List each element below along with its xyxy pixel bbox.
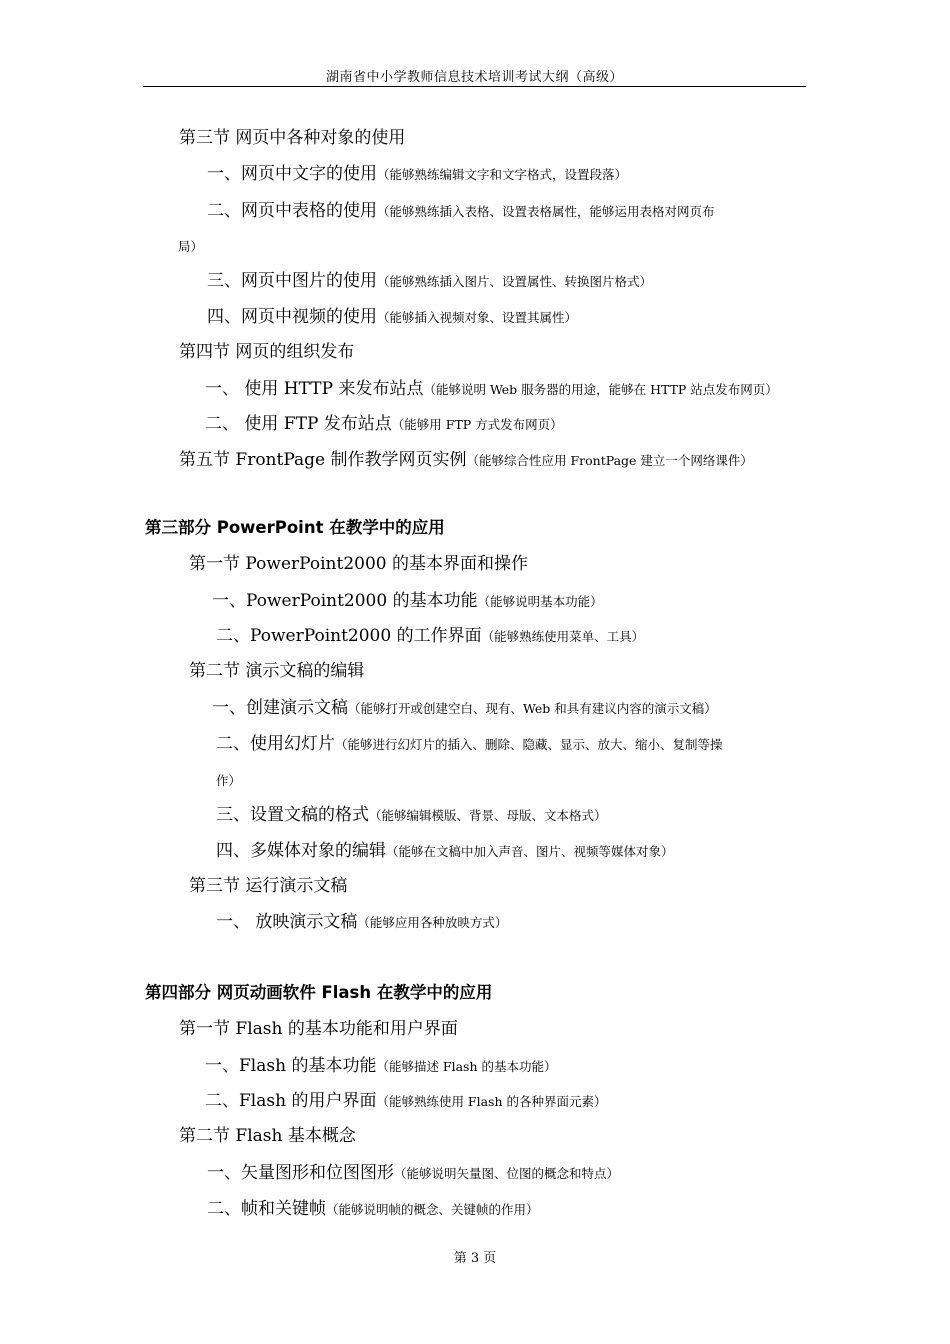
- part-heading: 第四部分 网页动画软件 Flash 在教学中的应用: [145, 983, 493, 1002]
- outline-item: 一、 使用 HTTP 来发布站点（能够说明 Web 服务器的用途，能够在 HTTP 站点发布网页）: [205, 379, 778, 399]
- outline-item: 一、PowerPoint2000 的基本功能（能够说明基本功能）: [212, 591, 603, 611]
- part-heading: 第三部分 PowerPoint 在教学中的应用: [145, 518, 445, 537]
- outline-item-continuation: 局）: [178, 239, 204, 254]
- outline-item: 四、网页中视频的使用（能够插入视频对象、设置其属性）: [207, 307, 578, 327]
- outline-item: 一、 放映演示文稿（能够应用各种放映方式）: [216, 912, 508, 932]
- outline-item: 三、设置文稿的格式（能够编辑模版、背景、母版、文本格式）: [216, 805, 607, 825]
- outline-item: 三、网页中图片的使用（能够熟练插入图片、设置属性、转换图片格式）: [207, 271, 653, 291]
- outline-item: 二、网页中表格的使用（能够熟练插入表格、设置表格属性，能够运用表格对网页布: [207, 201, 715, 221]
- header-rule: [143, 86, 806, 87]
- section-heading: 第三节 网页中各种对象的使用: [179, 128, 406, 148]
- outline-item-continuation: 作）: [216, 773, 242, 788]
- outline-item: 二、帧和关键帧（能够说明帧的概念、关键帧的作用）: [207, 1199, 539, 1219]
- page-header: 湖南省中小学教师信息技术培训考试大纲（高级）: [325, 70, 623, 85]
- outline-item: 二、 使用 FTP 发布站点（能够用 FTP 方式发布网页）: [205, 414, 563, 434]
- section-heading: 第三节 运行演示文稿: [189, 876, 348, 896]
- outline-item: 一、Flash 的基本功能（能够描述 Flash 的基本功能）: [205, 1056, 557, 1076]
- section-heading: 第四节 网页的组织发布: [179, 342, 355, 362]
- section-heading: 第一节 PowerPoint2000 的基本界面和操作: [189, 554, 528, 574]
- outline-item: 二、PowerPoint2000 的工作界面（能够熟练使用菜单、工具）: [216, 626, 645, 646]
- page-number: 第 3 页: [453, 1251, 497, 1266]
- outline-item: 二、使用幻灯片（能够进行幻灯片的插入、删除、隐藏、显示、放大、缩小、复制等操: [216, 734, 723, 754]
- outline-item: 一、网页中文字的使用（能够熟练编辑文字和文字格式，设置段落）: [207, 164, 628, 184]
- outline-item: 二、Flash 的用户界面（能够熟练使用 Flash 的各种界面元素）: [205, 1091, 607, 1111]
- section-heading: 第一节 Flash 的基本功能和用户界面: [179, 1019, 458, 1039]
- section-heading: 第五节 FrontPage 制作教学网页实例（能够综合性应用 FrontPage 建立一个网络课件）: [179, 450, 753, 470]
- section-heading: 第二节 演示文稿的编辑: [189, 661, 365, 681]
- outline-item: 一、创建演示文稿（能够打开或创建空白、现有、Web 和具有建议内容的演示文稿）: [212, 698, 717, 718]
- outline-item: 一、矢量图形和位图图形（能够说明矢量图、位图的概念和特点）: [207, 1163, 620, 1183]
- section-heading: 第二节 Flash 基本概念: [179, 1126, 356, 1146]
- outline-item: 四、多媒体对象的编辑（能够在文稿中加入声音、图片、视频等媒体对象）: [216, 841, 674, 861]
